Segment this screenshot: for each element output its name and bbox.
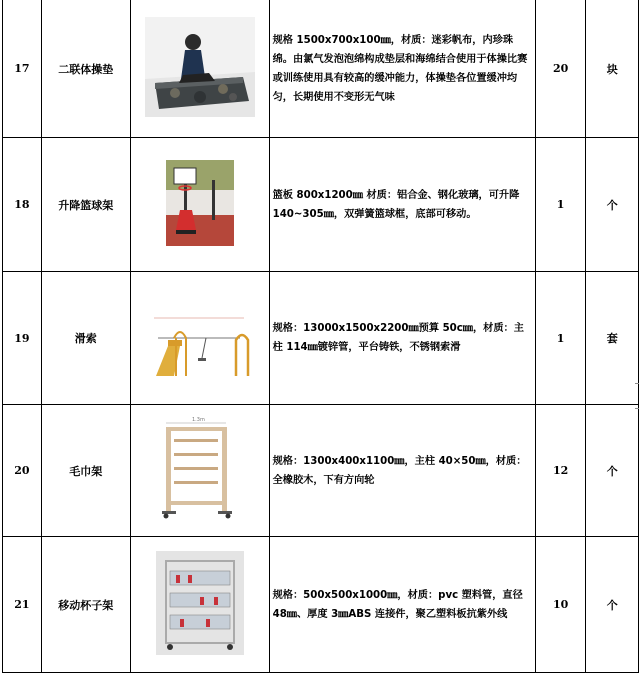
item-spec: 篮板 800x1200㎜ 材质：铝合金、钢化玻璃，可升降 140~305㎜，双弹簧篮球框，底部可移动。 [269, 138, 535, 272]
item-number: 20 [3, 405, 42, 537]
item-unit: 个 [586, 537, 639, 673]
zipline-photo-icon [140, 288, 260, 384]
item-unit: 个 [586, 138, 639, 272]
item-name: 二联体操垫 [41, 0, 130, 138]
item-name: 滑索 [41, 272, 130, 405]
item-number: 17 [3, 0, 42, 138]
item-quantity: 1 [535, 138, 586, 272]
cup-rack-photo-icon [156, 551, 244, 655]
item-unit: 套 [586, 272, 639, 405]
item-image-cell [130, 0, 269, 138]
item-number: 18 [3, 138, 42, 272]
table-row [3, 537, 639, 673]
item-image-cell [130, 138, 269, 272]
item-quantity: 1 [535, 272, 586, 405]
table-row [3, 138, 639, 272]
item-name: 升降篮球架 [41, 138, 130, 272]
margin-mark [635, 383, 639, 384]
item-quantity: 10 [535, 537, 586, 673]
item-spec: 规格：1300x400x1100㎜，主柱 40×50㎜，材质：全橡胶木，下有方向轮 [269, 405, 535, 537]
item-name: 毛巾架 [41, 405, 130, 537]
item-image-cell [130, 405, 269, 537]
item-unit: 块 [586, 0, 639, 138]
basketball-stand-photo-icon [166, 160, 234, 246]
item-number: 19 [3, 272, 42, 405]
item-spec: 规格：500x500x1000㎜，材质：pvc 塑料管，直径 48㎜、厚度 3㎜ABS 连接件，聚乙塑料板抗紫外线 [269, 537, 535, 673]
item-image-cell [130, 537, 269, 673]
item-unit: 个 [586, 405, 639, 537]
table-row [3, 0, 639, 138]
item-name: 移动杯子架 [41, 537, 130, 673]
table-row [3, 405, 639, 537]
item-image-cell [130, 272, 269, 405]
towel-rack-photo-icon [152, 415, 248, 523]
item-spec: 规格：13000x1500x2200㎜预算 50c㎜，材质：主柱 114㎜镀锌管，平台铸铁，不锈钢索滑 [269, 272, 535, 405]
svg-text:1.3m: 1.3m [191, 416, 205, 423]
item-quantity: 12 [535, 405, 586, 537]
table-row [3, 272, 639, 405]
gym-mat-photo-icon [145, 17, 255, 117]
margin-mark [635, 408, 639, 409]
equipment-table [2, 0, 639, 673]
item-number: 21 [3, 537, 42, 673]
item-spec: 规格 1500x700x100㎜，材质：迷彩帆布，内珍珠绵。由氯气发泡泡绵构成垫层和海绵结合使用于体操比赛或训练使用具有较高的缓冲能力，体操垫各位置缓冲均匀，长期使用不变形无气味 [269, 0, 535, 138]
item-quantity: 20 [535, 0, 586, 138]
